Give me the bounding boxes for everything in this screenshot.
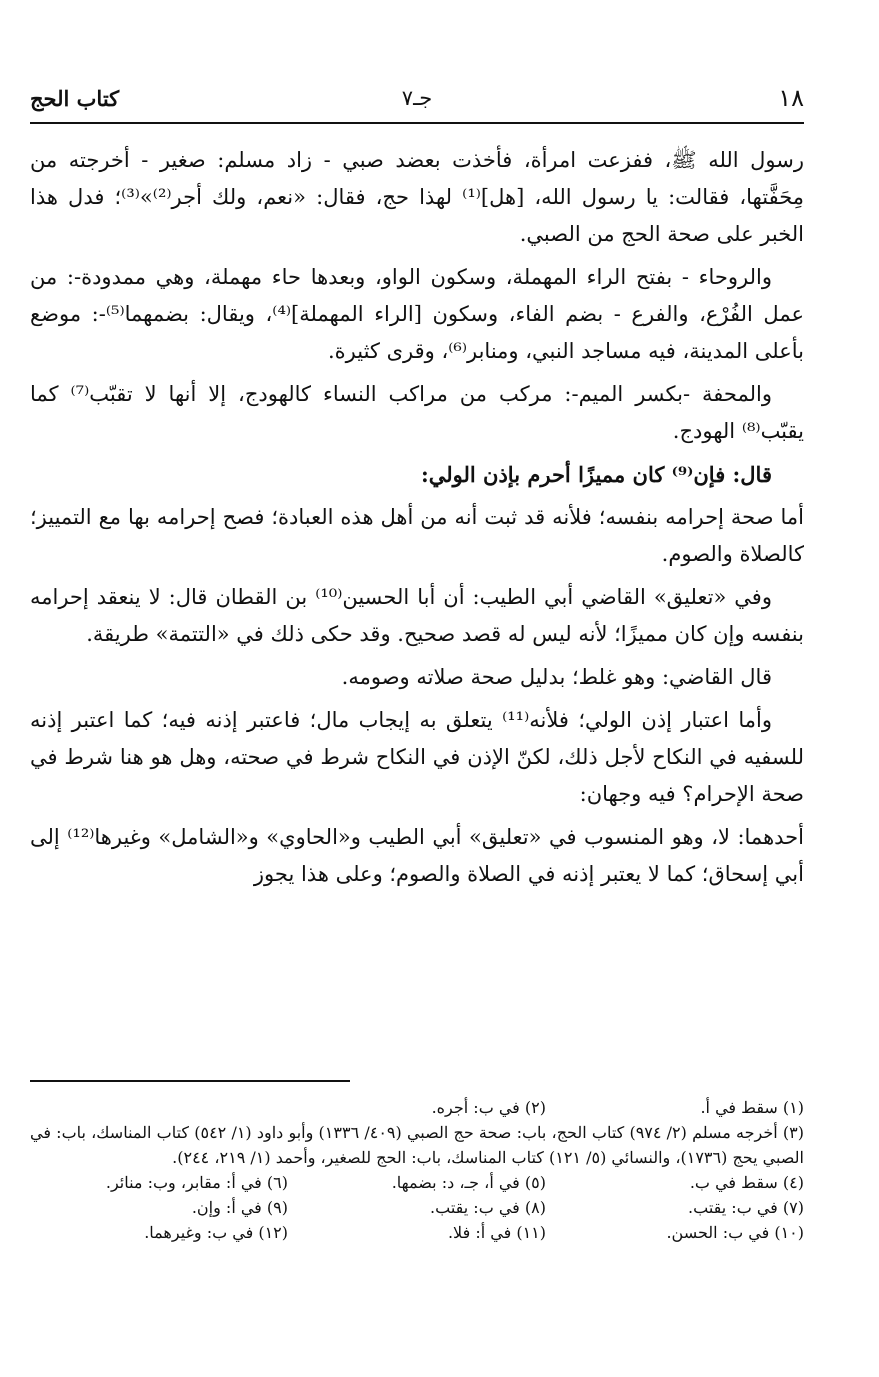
paragraph: رسول الله ﷺ، ففزعت امرأة، فأخذت بعضد صبي - زاد مسلم: صغير - أخرجته من مِحَفَّتها، فقالت: يا رسول الله، [هل]⁽¹⁾ لهذا حج، فقال: «نعم، ولك أجر⁽²⁾»⁽³⁾؛ فدل هذا الخبر على صحة الحج من الصبي.: [30, 148, 805, 246]
footnote-row: [30, 1170, 804, 1195]
page: [30, 80, 804, 1340]
footnote: (٨) في ب: يقتب.: [430, 1198, 546, 1217]
footnote-row: [30, 1220, 804, 1245]
header-rule: [30, 122, 804, 124]
footnote: (١١) في أ: فلا.: [447, 1223, 546, 1242]
footnote: (٣) أخرجه مسلم (٢/ ٩٧٤) كتاب الحج، باب: صحة حج الصبي (٤٠٩/ ١٣٣٦) وأبو داود (١/ ٥٤٢) كتاب المناسك، باب: في الصبي يحج (١٧٣٦)، والنسائي (٥/ ١٢١) كتاب المناسك، باب: الحج للصغير، وأحمد (١/ ٢١٩، ٢٤٤).: [30, 1123, 804, 1167]
footnote-row: [30, 1095, 804, 1120]
footnote: (٩) في أ: وإن.: [191, 1198, 288, 1217]
footnote: (٤) سقط في ب.: [689, 1173, 804, 1192]
paragraph: وأما اعتبار إذن الولي؛ فلأنه⁽¹¹⁾ يتعلق به إيجاب مال؛ فاعتبر إذنه فيه؛ كما اعتبر إذنه للسفيه في النكاح لأجل ذلك، لكنّ الإذن في النكاح شرط في صحته، وهل هو هنا شرط في صحة الإحرام؟ فيه وجهان:: [30, 708, 804, 806]
page-number: ١٨: [778, 84, 804, 112]
paragraph: أما صحة إحرامه بنفسه؛ فلأنه قد ثبت أنه من أهل هذه العبادة؛ فصح إحرامه بها مع التمييز؛ كالصلاة والصوم.: [30, 505, 804, 566]
main-text: [30, 142, 804, 899]
footnote-rule: [30, 1080, 350, 1082]
running-header: [30, 80, 804, 120]
footnote: (٥) في أ، جـ، د: بضمها.: [391, 1173, 546, 1192]
footnote: (١) سقط في أ.: [700, 1098, 804, 1117]
book-title: كتاب الحج: [30, 86, 120, 111]
matn-heading: قال: فإن⁽⁹⁾ كان مميزًا أحرم بإذن الولي:: [420, 462, 772, 487]
footnote: (٢) في ب: أجره.: [431, 1098, 546, 1117]
paragraph: أحدهما: لا، وهو المنسوب في «تعليق» أبي الطيب و«الحاوي» و«الشامل» وغيرها⁽¹²⁾ إلى أبي إسحاق؛ كما لا يعتبر إذنه في الصلاة والصوم؛ وعلى هذا يجوز: [30, 825, 804, 886]
footnotes: [30, 1095, 804, 1245]
footnote-row: [30, 1195, 804, 1220]
footnote: (١٠) في ب: الحسن.: [666, 1223, 804, 1242]
paragraph: والمحفة -بكسر الميم-: مركب من مراكب النساء كالهودج، إلا أنها لا تقبّب⁽⁷⁾ كما يقبّب⁽⁸⁾ الهودج.: [30, 382, 804, 443]
volume-label: جـ٧: [401, 86, 433, 110]
footnote: (١٢) في ب: وغيرهما.: [144, 1223, 288, 1242]
footnote: (٧) في ب: يقتب.: [688, 1198, 804, 1217]
paragraph: قال القاضي: وهو غلط؛ بدليل صحة صلاته وصومه.: [341, 665, 772, 689]
footnote: (٦) في أ: مقابر، وب: منائر.: [105, 1173, 288, 1192]
paragraph: والروحاء - بفتح الراء المهملة، وسكون الواو، وبعدها حاء مهملة، وهي ممدودة-: من عمل الفُرْع، والفرع - بضم الفاء، وسكون [الراء المهملة]⁽⁴⁾، ويقال: بضمهما⁽⁵⁾-: موضع بأعلى المدينة، فيه مساجد النبي، ومنابر⁽⁶⁾، وقرى كثيرة.: [30, 265, 804, 363]
paragraph: وفي «تعليق» القاضي أبي الطيب: أن أبا الحسين⁽¹⁰⁾ بن القطان قال: لا ينعقد إحرامه بنفسه وإن كان مميزًا؛ لأنه ليس له قصد صحيح. وقد حكى ذلك في «التتمة» طريقة.: [30, 585, 804, 646]
